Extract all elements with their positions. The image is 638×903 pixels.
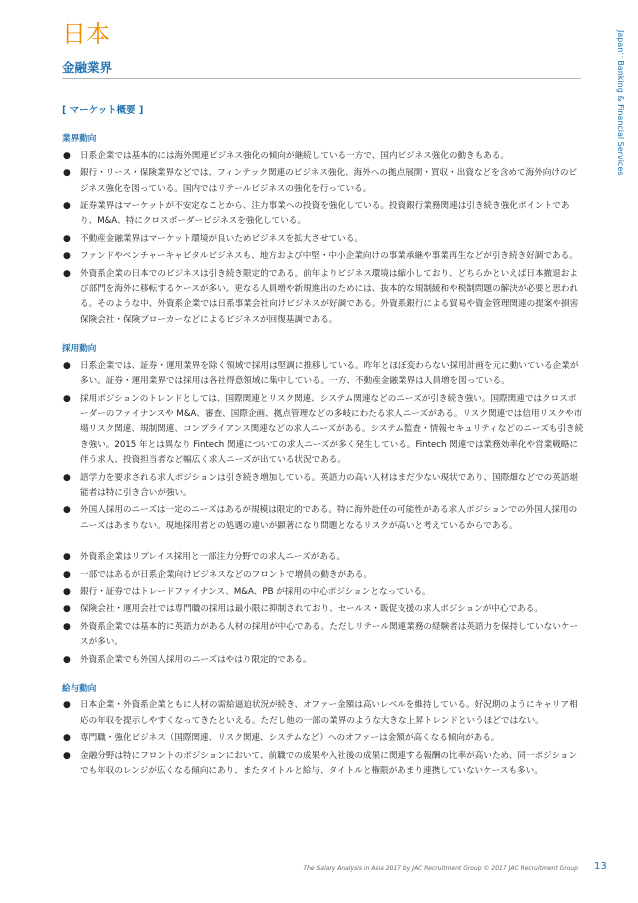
- salary-trends-list: [62, 698, 584, 779]
- bullet-text: 外国人採用のニーズは一定のニーズはあるが規模は限定的である。特に海外赴任の可能性がある求人ポジションでの外国人採用のニーズはあまりない。現地採用者との処遇の違いが顕著になり問題となるリスクが高いと考えているからである。: [80, 505, 578, 531]
- bullet-dot-icon: ●: [63, 201, 71, 212]
- bullet-dot-icon: ●: [63, 393, 71, 404]
- bullet-item: [62, 731, 584, 746]
- bullet-item: [62, 620, 584, 651]
- hiring-trends-list-japanese: [62, 359, 584, 534]
- bullet-dot-icon: ●: [63, 569, 71, 580]
- bullet-dot-icon: ●: [63, 251, 71, 262]
- bullet-text: 保険会社・運用会社では専門職の採用は最小限に抑制されており、セールス・販促支援の求人ポジションが中心である。: [80, 604, 543, 615]
- bullet-item: [62, 392, 584, 469]
- bullet-item: [62, 653, 584, 668]
- bullet-item: [62, 471, 584, 502]
- bullet-dot-icon: ●: [63, 586, 71, 597]
- bullet-item: [62, 749, 584, 780]
- bullet-item: [62, 359, 584, 390]
- bullet-item: [62, 698, 584, 729]
- bullet-text: ファンドやベンチャーキャピタルビジネスも、地方および中堅・中小企業向けの事業承継や事業再生などが引き続き好調である。: [80, 251, 578, 262]
- bullet-item: [62, 550, 584, 565]
- bullet-text: 外資系企業では基本的に英語力がある人材の採用が中心である。ただしリテール関連業務の経験者は英語力を保持していないケースが多い。: [80, 621, 579, 648]
- bullet-text: 外資系企業でも外国人採用のニーズはやはり限定的である。: [80, 654, 312, 665]
- bullet-dot-icon: ●: [63, 552, 71, 563]
- bullet-item: [62, 249, 584, 264]
- bullet-dot-icon: ●: [63, 268, 71, 279]
- side-label: Japan：Banking & Financial Services: [616, 30, 625, 176]
- bullet-dot-icon: ●: [63, 700, 71, 711]
- bullet-text: 専門職・強化ビジネス（国際関連、リスク関連、システムなど）へのオファーは金額が高くなる傾向がある。: [80, 733, 500, 744]
- bullet-text: 不動産金融業界はマーケット環境が良いためビジネスを拡大させている。: [80, 233, 363, 244]
- bullet-item: [62, 503, 584, 534]
- page-title: 日本: [62, 20, 110, 48]
- main-content: [62, 103, 584, 781]
- bullet-dot-icon: ●: [63, 472, 71, 483]
- bullet-dot-icon: ●: [63, 233, 71, 244]
- bullet-item: [62, 166, 584, 197]
- bullet-dot-icon: ●: [63, 750, 71, 761]
- bullet-item: [62, 585, 584, 600]
- footer-copyright: The Salary Analysis in Asia 2017 by JAC Recruitment Group © 2017 JAC Recruitment Group: [303, 865, 578, 872]
- bullet-item: [62, 199, 584, 230]
- page-number: 13: [594, 861, 607, 872]
- bullet-text: 採用ポジションのトレンドとしては、国際関連とリスク関連、システム関連などのニーズが引き続き強い。国際関連ではクロスボーダーのファイナンスや M&A、審査、国際企画、拠点管理などの多岐にわたる求人ニーズがある。リスク関連では信用リスクや市場リスク関連、規制関連、コンプライアンス関連などの求人ニーズがある。システム監査・情報セキュリティなどのニーズも引き続き強い。2015 年とは異なり Fintech 関連についての求人ニーズが多く発生している。Fintech 関連では業務効率化や営業戦略に伴う求人、投資担当者など幅広く求人ニーズが出ている状況である。: [80, 393, 584, 466]
- hiring-trends-list-foreign: [62, 550, 584, 668]
- bullet-text: 日系企業では基本的には海外関連ビジネス強化の傾向が継続している一方で、国内ビジネス強化の動きもある。: [80, 150, 510, 161]
- hiring-trends-heading: 採用動向: [62, 344, 97, 355]
- page-subtitle: 金融業界: [62, 60, 113, 75]
- bullet-item: [62, 568, 584, 583]
- bullet-text: 一部ではあるが日系企業向けビジネスなどのフロントで増員の動きがある。: [80, 569, 372, 580]
- bullet-dot-icon: ●: [63, 505, 71, 516]
- bullet-dot-icon: ●: [63, 654, 71, 665]
- market-overview-heading: [ マーケット概要 ]: [62, 105, 144, 116]
- bullet-item: [62, 602, 584, 617]
- header-divider: [62, 78, 581, 79]
- bullet-item: [62, 267, 584, 329]
- bullet-text: 証券業界はマーケットが不安定なことから、注力事業への投資を強化している。投資銀行業務関連は引き続き強化ポイントであり、M&A、特にクロスボーダービジネスを強化している。: [80, 201, 570, 227]
- bullet-text: 日系企業では、証券・運用業界を除く領域で採用は堅調に推移している。昨年とほぼ変わらない採用計画を元に動いている企業が多い。証券・運用業界では採用は各社得意領域に集中している。一方、不動産金融業界は人員増を図っている。: [80, 360, 579, 387]
- bullet-text: 銀行・証券ではトレードファイナンス、M&A、PB が採用の中心ポジションとなっている。: [80, 586, 431, 597]
- bullet-dot-icon: ●: [63, 150, 71, 161]
- bullet-text: 銀行・リース・保険業界などでは、フィンテック関連のビジネス強化、海外への拠点展開・買収・出資などを含めて海外向けのビジネス強化を図っている。国内ではリテールビジネスの強化を行っている。: [80, 168, 578, 194]
- bullet-item: [62, 232, 584, 247]
- bullet-dot-icon: ●: [63, 604, 71, 615]
- bullet-text: 外資系企業はリプレイス採用と一部注力分野での求人ニーズがある。: [80, 552, 346, 563]
- bullet-dot-icon: ●: [63, 733, 71, 744]
- bullet-dot-icon: ●: [63, 168, 71, 179]
- industry-trends-heading: 業界動向: [62, 134, 97, 145]
- industry-trends-list: [62, 149, 584, 328]
- bullet-text: 語学力を要求される求人ポジションは引き続き増加している。英語力の高い人材はまだ少ない現状であり、国際畑などでの英語堪能者は特に引き合いが強い。: [80, 472, 579, 498]
- bullet-text: 日本企業・外資系企業ともに人材の需給逼迫状況が続き、オファー金額は高いレベルを維持している。好況期のようにキャリア相応の年収を提示しやすくなってきたといえる。ただし他の一部の業界のような大きな上昇トレンドというほどではない。: [80, 700, 578, 726]
- bullet-dot-icon: ●: [63, 621, 71, 632]
- bullet-item: [62, 149, 584, 164]
- salary-trends-heading: 給与動向: [62, 684, 97, 694]
- bullet-dot-icon: ●: [63, 360, 71, 371]
- bullet-text: 外資系企業の日本でのビジネスは引き続き限定的である。前年よりビジネス環境は縮小しており、どちらかといえば日本撤退および部門を海外に移転するケースが多い。更なる人員増や新規進出のためには、抜本的な規制緩和や税制問題の解決が必要と思われる。そのような中、外資系企業では日系事業会社向けビジネスが好調である。外資系銀行による貿易や資金管理関連の提案や損害保険会社・保険ブローカーなどによるビジネスが回復基調である。: [80, 268, 579, 325]
- bullet-text: 金融分野は特にフロントのポジションにおいて、前職での成果や入社後の成果に関連する報酬の比率が高いため、同一ポジションでも年収のレンジが広くなる傾向にあり、またタイトルと給与、タイトルと権限があまり連携していないケースも多い。: [80, 750, 578, 777]
